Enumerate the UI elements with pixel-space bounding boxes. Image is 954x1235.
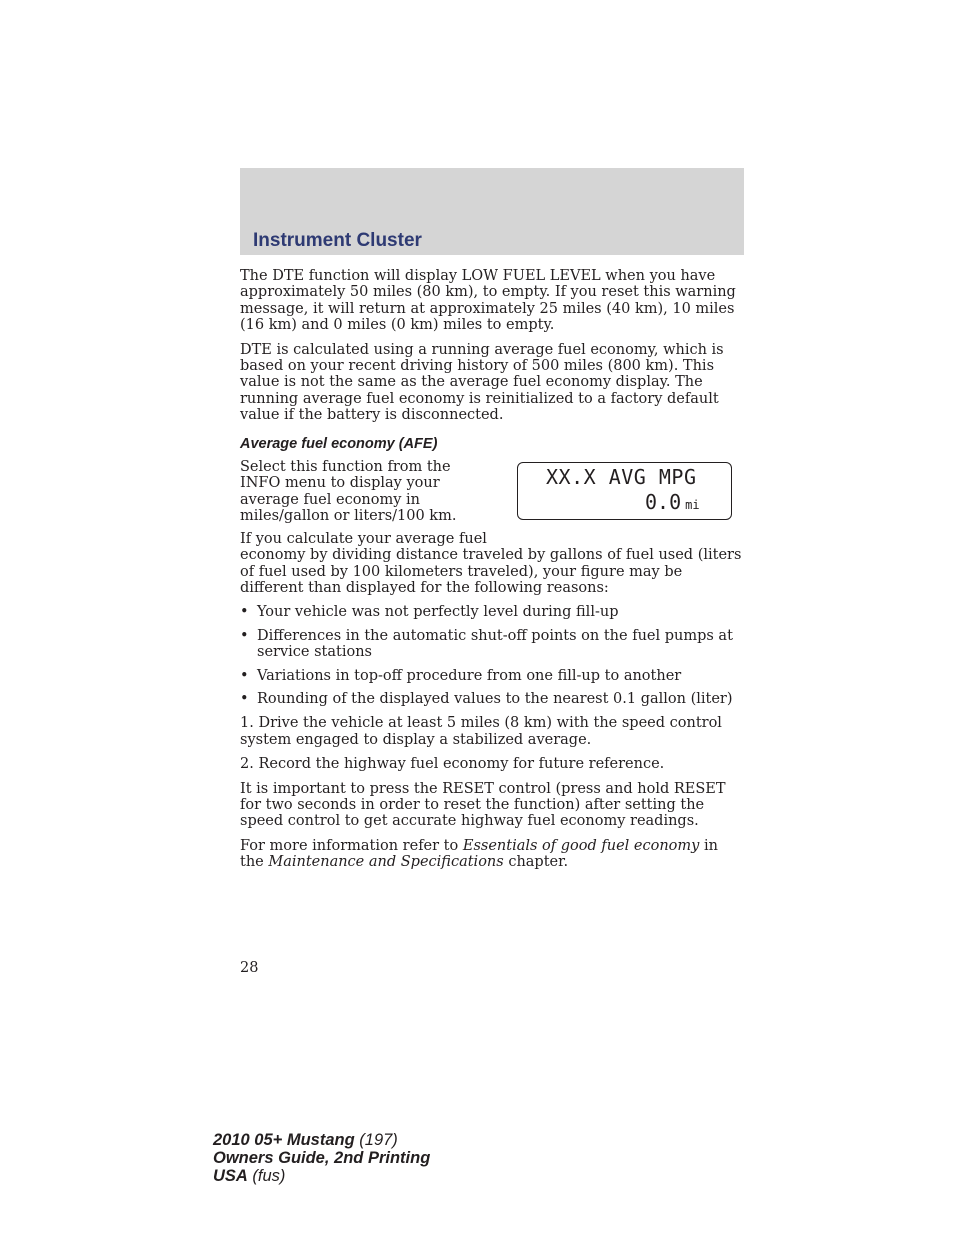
afe-intro-text: Select this function from the INFO menu to display your average fuel economy in miles/gallon or liters/100 km. — [240, 459, 457, 525]
afe-calc-lead: If you calculate your average fuel — [240, 530, 487, 547]
section-header-band — [240, 168, 744, 255]
display-unit: mi — [685, 498, 700, 512]
footer-model: 2010 05+ Mustang — [213, 1131, 355, 1149]
display-value: 0.0 — [645, 490, 682, 514]
document-footer — [213, 1131, 430, 1185]
paragraph-dte-calculation: DTE is calculated using a running average fuel economy, which is based on your recent driving history of 500 miles (800 km). This value is not the same as the average fuel economy display. The running average fuel economy is reinitialized to a factory default value if the battery is disconnected. — [240, 341, 724, 424]
display-value-row — [645, 490, 700, 514]
footer-model-code: (197) — [354, 1131, 398, 1149]
page-content — [240, 268, 744, 879]
page-number: 28 — [240, 960, 259, 976]
list-item: • Rounding of the displayed values to the nearest 0.1 gallon (liter) — [240, 691, 744, 707]
reset-note: It is important to press the RESET control (press and hold RESET for two seconds in order to reset the function) after setting the speed control to get accurate highway fuel economy readings. — [240, 780, 726, 830]
more-info-prefix: For more information refer to — [240, 837, 463, 854]
reference-maintenance-chapter: Maintenance and Specifications — [268, 854, 504, 871]
more-info — [240, 838, 744, 871]
reference-fuel-economy: Essentials of good fuel economy — [462, 837, 700, 854]
step-1: 1. Drive the vehicle at least 5 miles (8 km) with the speed control system engaged to display a stabilized average. — [240, 715, 722, 748]
footer-line-3 — [213, 1167, 430, 1185]
footer-market: USA — [213, 1167, 248, 1185]
more-info-middle: in the — [240, 837, 718, 871]
list-item: • Your vehicle was not perfectly level during fill-up — [240, 604, 744, 620]
reasons-list — [240, 604, 744, 707]
footer-market-code: (fus) — [247, 1167, 286, 1185]
list-item: • Variations in top-off procedure from one fill-up to another — [240, 668, 744, 684]
list-item: • Differences in the automatic shut-off points on the fuel pumps at service stations — [240, 628, 744, 661]
afe-heading: Average fuel economy (AFE) — [240, 435, 438, 452]
footer-edition: Owners Guide, 2nd Printing — [213, 1149, 431, 1167]
step-2: 2. Record the highway fuel economy for future reference. — [240, 756, 665, 773]
afe-calc-text: economy by dividing distance traveled by gallons of fuel used (liters of fuel used by 100 kilometers traveled), your figure may be different than displayed for the following reasons: — [240, 547, 742, 596]
afe-display-illustration — [517, 462, 732, 520]
more-info-suffix: chapter. — [503, 854, 569, 871]
footer-line-2 — [213, 1149, 430, 1167]
footer-line-1 — [213, 1131, 430, 1149]
afe-intro-block — [240, 459, 490, 547]
paragraph-dte-low-fuel: The DTE function will display LOW FUEL LEVEL when you have approximately 50 miles (80 km), to empty. If you reset this warning message, it will return at approximately 25 miles (40 km), 10 miles (16 km) and 0 miles (0 km) miles to empty. — [240, 268, 736, 334]
display-avg-mpg-text: XX.X AVG MPG — [546, 465, 697, 489]
section-title: Instrument Cluster — [253, 230, 422, 251]
